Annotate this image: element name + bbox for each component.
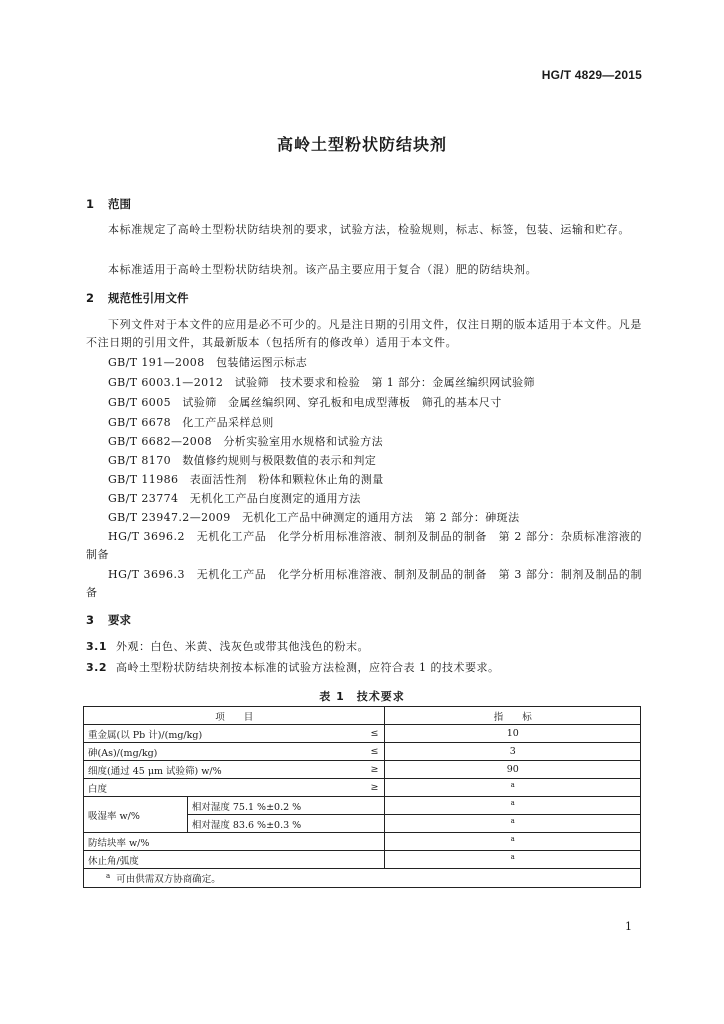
table-header-row (84, 707, 641, 725)
row-label: 休止角/弧度 (84, 851, 385, 869)
requirement-text: 外观：白色、米黄、浅灰色或带其他浅色的粉末。 (116, 640, 369, 653)
reference-item: GB/T 191—2008 包装储运图示标志 (108, 356, 308, 369)
footnote-mark: a (510, 798, 515, 807)
section-number: 3 (86, 613, 95, 627)
table-row (84, 725, 641, 743)
limit-symbol: ≤ (353, 743, 385, 761)
reference-item: HG/T 3696.2 无机化工产品 化学分析用标准溶液、制剂及制品的制备 第 2 部分：杂质标准溶液的制备 (86, 530, 642, 561)
table-row (84, 761, 641, 779)
requirement-item (86, 638, 369, 656)
reference-item: GB/T 23947.2—2009 无机化工产品中砷测定的通用方法 第 2 部分：砷斑法 (108, 511, 520, 524)
limit-symbol: ≤ (353, 725, 385, 743)
document-title: 高岭土型粉状防结块剂 (276, 135, 447, 154)
reference-item: GB/T 6678 化工产品采样总则 (108, 416, 274, 429)
reference-item: HG/T 3696.3 无机化工产品 化学分析用标准溶液、制剂及制品的制备 第 3 部分：制剂及制品的制备 (86, 568, 642, 599)
reference-item: GB/T 6005 试验筛 金属丝编织网、穿孔板和电成型薄板 筛孔的基本尺寸 (108, 396, 502, 409)
footnote-mark: a (106, 871, 111, 880)
table-caption: 表 1 技术要求 (319, 690, 405, 703)
requirement-text: 高岭土型粉状防结块剂按本标准的试验方法检测，应符合表 1 的技术要求。 (116, 661, 500, 674)
table-row (84, 797, 641, 815)
reference-item: GB/T 8170 数值修约规则与极限数值的表示和判定 (108, 454, 377, 467)
row-label: 砷(As)/(mg/kg) (84, 743, 354, 761)
row-sub-label: 相对湿度 83.6 %±0.3 % (187, 815, 385, 833)
reference-item: GB/T 23774 无机化工产品白度测定的通用方法 (108, 492, 361, 505)
table-footnote (84, 869, 641, 888)
row-label: 防结块率 w/% (84, 833, 385, 851)
references-intro: 下列文件对于本文件的应用是必不可少的。凡是注日期的引用文件，仅注日期的版本适用于本文件。凡是不注日期的引用文件，其最新版本（包括所有的修改单）适用于本文件。 (86, 318, 642, 349)
table-row (84, 833, 641, 851)
standard-number: HG/T 4829—2015 (541, 68, 642, 82)
reference-item: GB/T 6682—2008 分析实验室用水规格和试验方法 (108, 435, 383, 448)
header-item: 项 目 (84, 707, 385, 725)
row-value: 90 (385, 761, 641, 779)
row-label: 白度 (84, 779, 354, 797)
scope-paragraph-2: 本标准适用于高岭土型粉状防结块剂。该产品主要应用于复合（混）肥的防结块剂。 (108, 263, 538, 276)
limit-symbol: ≥ (353, 779, 385, 797)
requirement-item (86, 659, 500, 677)
row-label: 细度(通过 45 μm 试验筛) w/% (84, 761, 354, 779)
reference-item: GB/T 6003.1—2012 试验筛 技术要求和检验 第 1 部分：金属丝编织网试验筛 (108, 376, 535, 389)
table-row (84, 743, 641, 761)
limit-symbol: ≥ (353, 761, 385, 779)
table-row (84, 779, 641, 797)
table-row (84, 851, 641, 869)
section-number: 1 (86, 197, 95, 211)
footnote-text: 可由供需双方协商确定。 (116, 874, 221, 885)
reference-item: GB/T 11986 表面活性剂 粉体和颗粒休止角的测量 (108, 473, 384, 486)
section-title: 范围 (108, 197, 132, 211)
section-number: 2 (86, 291, 95, 305)
section-title: 规范性引用文件 (108, 291, 189, 305)
requirements-table (83, 706, 641, 888)
page-number: 1 (625, 920, 632, 933)
footnote-mark: a (510, 852, 515, 861)
row-label: 吸湿率 w/% (84, 797, 188, 833)
footnote-mark: a (510, 816, 515, 825)
requirement-number: 3.2 (86, 661, 107, 674)
section-heading-requirements (86, 612, 131, 628)
requirement-number: 3.1 (86, 640, 107, 653)
footnote-mark: a (510, 834, 515, 843)
header-value: 指 标 (385, 707, 641, 725)
section-heading-scope (86, 196, 131, 212)
section-heading-references (86, 290, 189, 306)
row-label: 重金属(以 Pb 计)/(mg/kg) (84, 725, 354, 743)
row-value: 10 (385, 725, 641, 743)
row-value: 3 (385, 743, 641, 761)
section-title: 要求 (108, 613, 132, 627)
table-footnote-row (84, 869, 641, 888)
scope-paragraph-1: 本标准规定了高岭土型粉状防结块剂的要求，试验方法，检验规则，标志、标签，包装、运输和贮存。 (108, 223, 630, 236)
footnote-mark: a (510, 780, 515, 789)
row-sub-label: 相对湿度 75.1 %±0.2 % (187, 797, 385, 815)
